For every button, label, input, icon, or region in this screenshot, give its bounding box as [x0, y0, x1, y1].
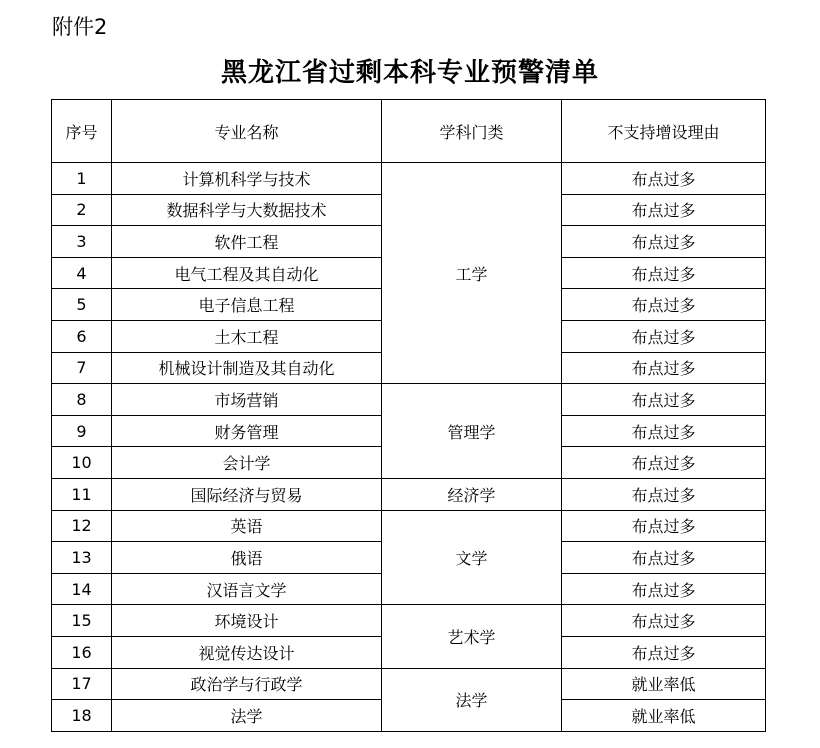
discipline-cell: 艺术学 — [382, 605, 562, 668]
header-reason: 不支持增设理由 — [562, 100, 766, 163]
serial-no-cell: 8 — [52, 384, 112, 416]
discipline-cell: 文学 — [382, 510, 562, 605]
reason-cell: 布点过多 — [562, 289, 766, 321]
reason-cell: 布点过多 — [562, 478, 766, 510]
major-name-cell: 汉语言文学 — [112, 573, 382, 605]
serial-no-cell: 4 — [52, 257, 112, 289]
reason-cell: 布点过多 — [562, 542, 766, 574]
major-name-cell: 机械设计制造及其自动化 — [112, 352, 382, 384]
discipline-cell: 管理学 — [382, 384, 562, 479]
reason-cell: 布点过多 — [562, 415, 766, 447]
serial-no-cell: 9 — [52, 415, 112, 447]
serial-no-cell: 18 — [52, 700, 112, 732]
serial-no-cell: 14 — [52, 573, 112, 605]
table-row — [52, 478, 766, 510]
major-name-cell: 会计学 — [112, 447, 382, 479]
major-name-cell: 财务管理 — [112, 415, 382, 447]
serial-no-cell: 3 — [52, 226, 112, 258]
table-row — [52, 605, 766, 637]
discipline-cell: 工学 — [382, 163, 562, 384]
serial-no-cell: 12 — [52, 510, 112, 542]
document-title: 黑龙江省过剩本科专业预警清单 — [220, 58, 599, 88]
reason-cell: 布点过多 — [562, 163, 766, 195]
header-major-name: 专业名称 — [112, 100, 382, 163]
reason-cell: 布点过多 — [562, 226, 766, 258]
major-name-cell: 俄语 — [112, 542, 382, 574]
major-name-cell: 政治学与行政学 — [112, 668, 382, 700]
major-name-cell: 法学 — [112, 700, 382, 732]
serial-no-cell: 16 — [52, 636, 112, 668]
discipline-cell: 经济学 — [382, 478, 562, 510]
serial-no-cell: 1 — [52, 163, 112, 195]
reason-cell: 布点过多 — [562, 573, 766, 605]
serial-no-cell: 2 — [52, 194, 112, 226]
reason-cell: 布点过多 — [562, 636, 766, 668]
major-name-cell: 市场营销 — [112, 384, 382, 416]
major-name-cell: 英语 — [112, 510, 382, 542]
serial-no-cell: 17 — [52, 668, 112, 700]
header-serial-no: 序号 — [52, 100, 112, 163]
reason-cell: 布点过多 — [562, 194, 766, 226]
table-header-row — [52, 100, 766, 163]
reason-cell: 布点过多 — [562, 384, 766, 416]
major-name-cell: 软件工程 — [112, 226, 382, 258]
reason-cell: 布点过多 — [562, 320, 766, 352]
serial-no-cell: 13 — [52, 542, 112, 574]
table-body — [52, 163, 766, 732]
reason-cell: 就业率低 — [562, 700, 766, 732]
serial-no-cell: 10 — [52, 447, 112, 479]
major-name-cell: 国际经济与贸易 — [112, 478, 382, 510]
serial-no-cell: 7 — [52, 352, 112, 384]
table-row — [52, 668, 766, 700]
major-warning-table — [51, 99, 766, 732]
table-row — [52, 163, 766, 195]
major-name-cell: 电气工程及其自动化 — [112, 257, 382, 289]
serial-no-cell: 11 — [52, 478, 112, 510]
reason-cell: 布点过多 — [562, 605, 766, 637]
major-name-cell: 计算机科学与技术 — [112, 163, 382, 195]
table-row — [52, 384, 766, 416]
major-name-cell: 视觉传达设计 — [112, 636, 382, 668]
major-name-cell: 数据科学与大数据技术 — [112, 194, 382, 226]
serial-no-cell: 5 — [52, 289, 112, 321]
serial-no-cell: 15 — [52, 605, 112, 637]
reason-cell: 布点过多 — [562, 257, 766, 289]
attachment-label: 附件2 — [52, 15, 108, 39]
reason-cell: 就业率低 — [562, 668, 766, 700]
reason-cell: 布点过多 — [562, 447, 766, 479]
reason-cell: 布点过多 — [562, 510, 766, 542]
table-row — [52, 510, 766, 542]
serial-no-cell: 6 — [52, 320, 112, 352]
header-discipline: 学科门类 — [382, 100, 562, 163]
major-name-cell: 电子信息工程 — [112, 289, 382, 321]
reason-cell: 布点过多 — [562, 352, 766, 384]
major-name-cell: 土木工程 — [112, 320, 382, 352]
major-name-cell: 环境设计 — [112, 605, 382, 637]
discipline-cell: 法学 — [382, 668, 562, 731]
